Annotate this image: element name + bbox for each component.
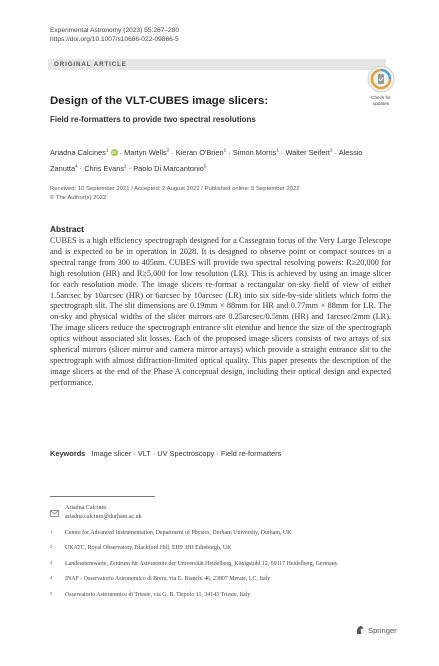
author-affiliation-number: 2: [166, 148, 170, 153]
author-name: Simon Morris: [232, 148, 277, 158]
check-for-updates-badge[interactable]: [367, 65, 395, 93]
author-affiliation-number: 1: [105, 148, 109, 153]
affiliation-item: [50, 529, 395, 537]
author-separator: ·: [278, 148, 286, 158]
author-name: Martyn Wells: [124, 148, 167, 158]
affiliation-item: [50, 560, 395, 568]
abstract-text: CUBES is a high efficiency spectrograph designed for a Cassegrain focus of the Very Large Telescope and is expected to be in operation in 2028. It is designed to observe point or compact sources in a spectral range from 300 to 405nm. CUBES will provide two spectral resolving powers: R≥20,000 for high resolution (HR) and R≥5,000 for low resolution (LR). This is achieved by using an image slicer for each resolution mode. The image slicers re-format a rectangular on-sky field of view of either 1.5arcsec by 10arcsec (HR) or 6arcsec by 10arcsec (LR) into six side-by-side slitlets which form the spectrograph slit. The slit dimensions are 0.19mm × 88mm for HR and 0.77mm × 88mm for LR. The on-sky and physical widths of the slicer mirrors are 0.25arcsec/0.5mm (HR) and 1arcsec/2mm (LR). The image slicers reduce the spectrograph entrance slit etendue and hence the size of the spectrograph optics without associated slit losses. Each of the proposed image slicers consists of two arrays of six spherical mirrors (slicer mirror and camera mirror arrays) which provide a straight entrance slit to the spectrograph with almost diffraction-limited optical quality. This paper presents the description of the image slicers at the end of the Phase A conceptual design, including their optical design and expected performance.: [50, 236, 391, 387]
author-name: Ariadna Calcines: [50, 148, 106, 158]
correspondence-email[interactable]: ariadna.calcines@durham.ac.uk: [65, 514, 142, 520]
affiliation-text: INAF - Osservatorio Astronomico di Brera, via E. Bianchi 46, 23807 Merate, LC, Italy: [65, 576, 271, 583]
check-for-updates-icon: [367, 65, 395, 93]
author[interactable]: [176, 148, 226, 157]
author-separator: ·: [126, 163, 134, 173]
author-list: [50, 144, 390, 175]
affiliation-item: [50, 591, 395, 599]
affiliation-item: [50, 575, 395, 583]
correspondence-mail: [50, 504, 59, 522]
affiliation-number: 4: [50, 575, 53, 581]
affiliation-text: Centre for Advanced Instrumentation, Department of Physics, Durham University, Durham, UK: [65, 530, 292, 536]
author-name: Paolo Di Marcantonio: [133, 163, 204, 173]
springer-horse-icon: [355, 625, 365, 635]
author[interactable]: [50, 148, 118, 157]
author-separator: ·: [332, 148, 339, 158]
check-for-updates-text[interactable]: Check for updates: [371, 95, 391, 106]
publisher-name: Springer: [368, 626, 397, 635]
affiliation-text: Osservatorio Astronomico di Trieste, via G. B. Tiepolo 11, 34143 Trieste, Italy: [65, 591, 251, 598]
affiliation-list: [50, 529, 395, 606]
copyright-line: © The Author(s) 2022: [50, 195, 107, 201]
keywords-items: Image slicer · VLT · UV Spectroscopy · Field re-formatters: [91, 449, 282, 458]
paper-subtitle: Field re-formatters to provide two spectral resolutions: [50, 115, 256, 124]
envelope-icon: [50, 510, 59, 517]
author[interactable]: [124, 148, 169, 157]
author-separator: ·: [117, 148, 125, 158]
author-name: Walter Seifert: [285, 148, 330, 158]
affiliation-number: 2: [50, 544, 53, 550]
author-affiliation-number: 1: [223, 148, 227, 153]
author-separator: ·: [77, 163, 85, 173]
author[interactable]: [233, 148, 279, 157]
author-name: Alessio Zanutta: [50, 148, 363, 173]
affiliation-number: 5: [50, 590, 53, 596]
article-type-label: ORIGINAL ARTICLE: [54, 61, 127, 68]
affiliation-number: 1: [50, 529, 53, 534]
affiliation-item: [50, 544, 395, 552]
received-accepted-published: Received: 10 September 2021 / Accepted: 2 August 2022 / Published online: 5 September 2022: [50, 186, 300, 192]
author-affiliation-number: 5: [203, 163, 207, 169]
journal-citation: Experimental Astronomy (2023) 55:267–280: [50, 27, 180, 34]
doi-link[interactable]: https://doi.org/10.1007/s10686-022-09866-5: [50, 36, 179, 43]
abstract-heading: Abstract: [50, 224, 84, 234]
publication-dates: [50, 185, 395, 203]
author-affiliation-number: 4: [75, 163, 78, 169]
author[interactable]: [133, 164, 206, 173]
footnote-divider: [50, 496, 155, 497]
author[interactable]: [84, 164, 126, 173]
author-separator: ·: [169, 148, 176, 158]
author[interactable]: [285, 148, 332, 157]
journal-info: [50, 26, 179, 44]
keywords-line: [50, 449, 395, 458]
affiliation-number: 3: [50, 559, 53, 565]
keywords-label: Keywords: [50, 449, 86, 458]
article-type-band: [48, 59, 386, 70]
correspondence-name: Ariadna Calcines: [65, 505, 107, 511]
author-name: Kieran O'Brien: [175, 148, 224, 158]
publisher-logo: [355, 625, 397, 635]
affiliation-text: Landessternwarte, Zentrum für Astronomie der Universität Heidelberg, Königstuhl 12, 69117 Heidelberg, Germany: [65, 560, 338, 567]
affiliation-text: UKATC, Royal Observatory, Blackford Hill, EH9 3HJ Edinburgh, UK: [65, 545, 232, 552]
orcid-icon[interactable]: iD: [111, 150, 117, 156]
paper-title: Design of the VLT-CUBES image slicers:: [50, 95, 269, 107]
author-affiliation-number: 3: [329, 148, 333, 153]
author-affiliation-number: 1: [276, 148, 279, 153]
author-name: Chris Evans: [84, 163, 125, 173]
author-separator: ·: [226, 148, 233, 158]
author-affiliation-number: 2: [124, 163, 127, 169]
